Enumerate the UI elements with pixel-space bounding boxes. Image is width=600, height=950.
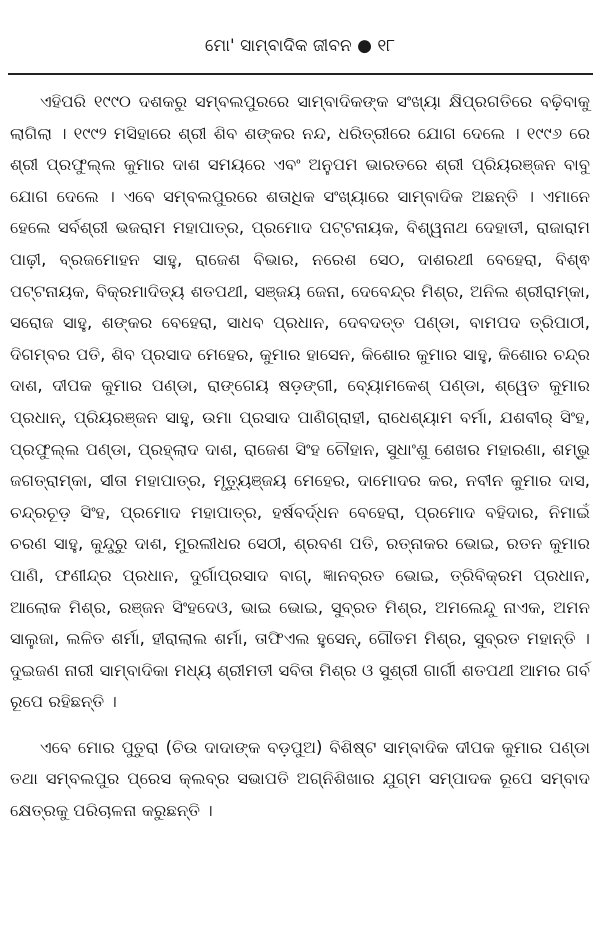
paragraph-1: ଏହିପରି ୧୯୯୦ ଦଶକରୁ ସମ୍ବଲପୁରରେ ସାମ୍ବାଦିକଙ୍କ ସଂଖ୍ୟା କ୍ଷିପ୍ରଗତିରେ ବଢ଼ିବାକୁ ଲାଗିଲା । ୧୯୯୨ ମସିହାରେ ଶ୍ରୀ ଶିବ ଶଙ୍କର ନନ୍ଦ, ଧରିତ୍ରୀରେ ଯୋଗ ଦେଲେ । ୧୯୯୬ ରେ ଶ୍ରୀ ପ୍ରଫୁଲ୍ଲ କୁମାର ଦାଶ ସମୟରେ ଏବଂ ଅନୁପମ ଭାରତରେ ଶ୍ରୀ ପ୍ରିୟରଞ୍ଜନ ବାବୁ ଯୋଗ ଦେଲେ । ଏବେ ସମ୍ବଲପୁରରେ ଶତାଧିକ ସଂଖ୍ୟାରେ ସାମ୍ବାଦିକ ଅଛନ୍ତି । ଏମାନେ ହେଲେ ସର୍ବଶ୍ରୀ ଭଜରାମ ମହାପାତ୍ର, ପ୍ରମୋଦ ପଟ୍ଟନାୟକ, ବିଶ୍ୱନାଥ ଦେହାତୀ, ରାଜାରାମ ପାଢ଼ୀ, ବ୍ରଜମୋହନ ସାହୁ, ରାଜେଶ ବିଭାର, ନରେଶ ସେଠ, ଦାଶରଥୀ ବେହେରା, ବିଶ୍ଵ ପଟ୍ଟନାୟକ, ବିକ୍ରମାଦିତ୍ୟ ଶତପଥୀ, ସଞ୍ଜୟ ଜେନା, ଦେବେନ୍ଦ୍ର ମିଶ୍ର, ଅନିଲ ଶ୍ରୀରାମ୍‌କା, ସରୋଜ ସାହୁ, ଶଙ୍କର ବେହେରା, ସାଧବ ପ୍ରଧାନ, ଦେବଦତ୍ତ ପଣ୍ଡା, ବାମପଦ ତ୍ରିପାଠୀ, ଦିଗମ୍ବର ପତି, ଶିବ ପ୍ରସାଦ ମେହେର, କୁମାର ହାସେନ, କିଶୋର କୁମାର ସାହୁ, କିଶୋର ଚନ୍ଦ୍ର ଦାଶ, ଦୀପକ କୁମାର ପଣ୍ଡା, ରାଙ୍ଗେୟ ଷଡ଼ଙ୍ଗୀ, ବ୍ୟୋମକେଶ୍ ପଣ୍ଡା, ଶ୍ୱେତ କୁମାର ପ୍ରଧାନ୍, ପ୍ରିୟରଞ୍ଜନ ସାହୁ, ଉମା ପ୍ରସାଦ ପାଣିଗ୍ରାହୀ, ରାଧେଶ୍ୟାମ ବର୍ମା, ଯଶବୀର୍ ସିଂହ, ପ୍ରଫୁଲ୍ଲ ପଣ୍ଡା, ପ୍ରହ୍ଲାଦ ଦାଶ, ରାଜେଶ ସିଂହ ଚୌହାନ, ସୁଧାଂଶୁ ଶେଖର ମହାରଣା, ଶମ୍ଭୁ ଜଗତ୍‌ରାମ୍‌କା, ସୀତା ମହାପାତ୍ର, ମୃତ୍ୟୁଞ୍ଜୟ ମେହେର, ଦାମୋଦର କର, ନବୀନ କୁମାର ଦାସ, ଚନ୍ଦ୍ରଚୂଡ଼ ସିଂହ, ପ୍ରମୋଦ ମହାପାତ୍ର, ହର୍ଷବର୍ଦ୍ଧନ ବେହେରା, ପ୍ରମୋଦ ବହିଦାର, ନିମାଇଁ ଚରଣ ସାହୁ, କୁନ୍ଦୁରୁ ଦାଶ, ମୁରଲୀଧର ସେଠୀ, ଶ୍ରବଣ ପତି, ରତ୍ନାକର ଭୋଇ, ରତନ କୁମାର ପାଣି, ଫଣୀନ୍ଦ୍ର ପ୍ରଧାନ, ଦୁର୍ଗାପ୍ରସାଦ ବାଗ୍, ଜ୍ଞାନବ୍ରତ ଭୋଇ, ତ୍ରିବିକ୍ରମ ପ୍ରଧାନ, ଆଲୋକ ମିଶ୍ର, ରଞ୍ଜନ ସିଂହଦେଓ, ଭାଇ ଭୋଇ, ସୁବ୍ରତ ମିଶ୍ର, ଅମଲେନ୍ଦୁ ନାଏକ, ଅମନ ସାଲୁଜା, ଲଳିତ ଶର୍ମା, ହୀରାଲାଲ ଶର୍ମା, ତାଫିଏଲ ହୁସେନ୍, ଗୌତମ ମିଶ୍ର, ସୁବ୍ରତ ମହାନ୍ତି । ଦୁଇଜଣ ନାରୀ ସାମ୍ବାଦିକା ମଧ୍ୟ ଶ୍ରୀମତୀ ସବିତା ମିଶ୍ର ଓ ସୁଶ୍ରୀ ଗାର୍ଗୀ ଶତପଥୀ ଆମର ଗର୍ବ ରୂପେ ରହିଛନ୍ତି । (10, 92, 590, 712)
paragraph-2: ଏବେ ମୋର ପୁତୁରା (ଚିଉ ଦାଦାଙ୍କ ବଡ଼ପୁଅ) ବିଶିଷ୍ଟ ସାମ୍ବାଦିକ ଦୀପକ କୁମାର ପଣ୍ଡା ତଥା ସମ୍ବଲପୁର ପ୍ରେସ କ୍ଲବ୍‌ର ସଭାପତି ଅଗ୍ନିଶିଖାର ଯୁଗ୍ମ ସମ୍ପାଦକ ରୂପେ ସମ୍ବାଦ କ୍ଷେତ୍ରକୁ ପରିଚାଳନା କରୁଛନ୍ତି । (10, 737, 590, 821)
running-header: ମୋ' ସାମ୍ବାଦିକ ଜୀବନ ● ୧୮ (204, 36, 396, 56)
header-rule (8, 73, 593, 75)
page-body (10, 86, 590, 827)
